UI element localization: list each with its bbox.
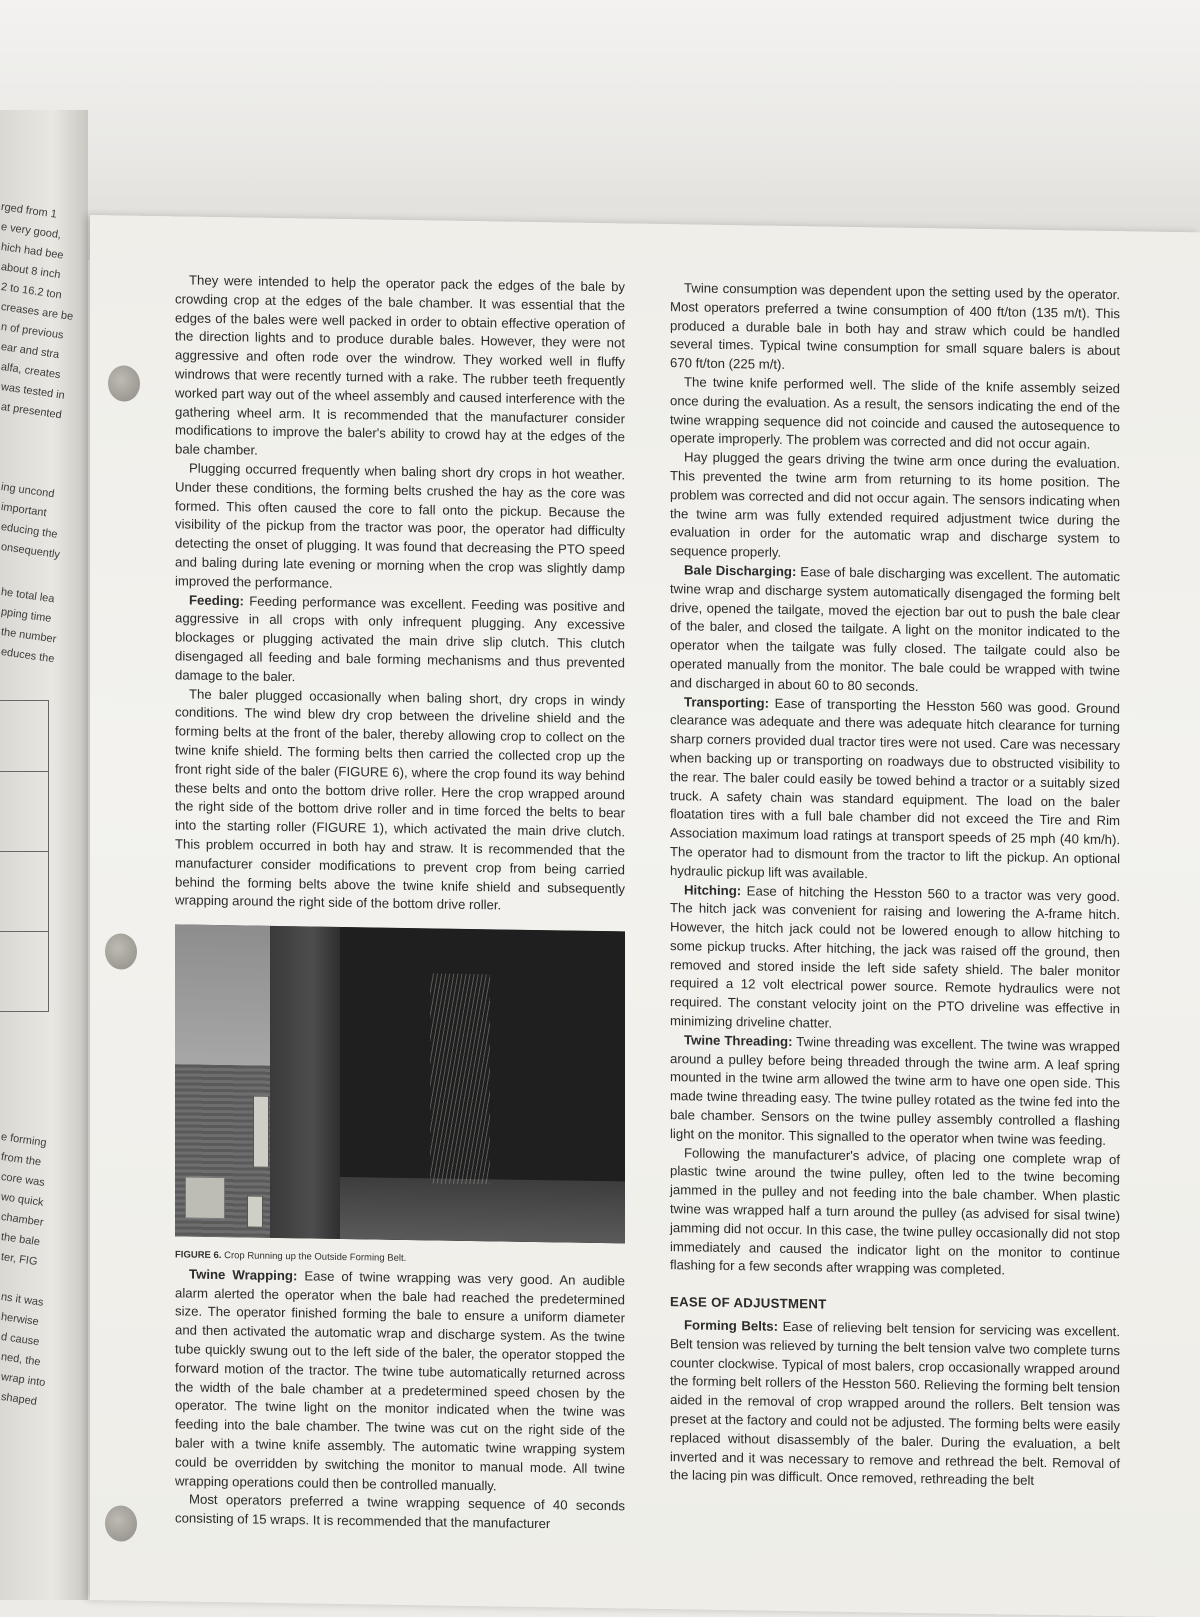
paragraph-text: The baler plugged occasionally when baling short, dry crops in windy conditions. The wind blew dry crop between the driveline shield and the forming belts at the front of the baler, thereby allowing crop to collect on the twine knife shield. The forming belts then carried the collected crop up the front right side of the baler (FIGURE 6), where the crop found its way behind these belts and onto the bottom drive roller. Here the crop wrapped around the right side of the bottom drive roller and in time forced the belts to bear into the starting roller (FIGURE 1), which activated the main drive clutch. This problem occurred in both hay and straw. It is recommended that the manufacturer consider modifications to prevent crop from being carried behind the forming belts above the twine knife shield and subsequently wrapping around the right side of the bottom drive roller. bbox=[175, 686, 625, 913]
right-column-paragraphs bbox=[670, 279, 1120, 1282]
left-page-fragment: important bbox=[0, 500, 48, 520]
left-page-fragment: d cause bbox=[0, 1330, 41, 1349]
left-column bbox=[175, 271, 625, 1535]
document-page bbox=[90, 215, 1200, 1617]
left-page-fragment: wo quick bbox=[0, 1190, 45, 1209]
paragraph-text: Ease of hitching the Hesston 560 to a tractor was very good. The hitch jack was convenient for raising and lowering the A-frame hitch. However, the hitch jack could not be lowered enough to allow hitching to some pickup trucks. After hitching, the jack was raised off the ground, then removed and stored inside the left side safety shield. The baler monitor required a 12 volt electrical power source. Remote hydraulics were not required. The constant velocity joint on the PTO driveline was effective in minimizing driveline chatter. bbox=[670, 882, 1120, 1031]
paragraph bbox=[670, 561, 1120, 700]
paragraph-lead: Twine Threading: bbox=[684, 1032, 793, 1049]
figure-caption-label: FIGURE 6. bbox=[175, 1249, 222, 1262]
left-page-fragment: was tested in bbox=[0, 380, 66, 402]
left-page-fragment: from the bbox=[0, 1150, 42, 1169]
baler-handle bbox=[253, 1096, 269, 1168]
paragraph-lead: Forming Belts: bbox=[684, 1317, 778, 1334]
paragraph-text: They were intended to help the operator pack the edges of the bale by crowding crop at the edges of the bale chamber. It was essential that the edges of the bales were well packed in order to obtain effective operation of the direction lights and to produce durable bales. However, they were not aggressive and often rode over the windrow. They worked well in fluffy windrows that were recently turned with a rake. The rubber teeth frequently worked part way out of the wheel assembly and caused interference with the gathering wheel arm. It is recommended that the manufacturer consider modifications to improve the baler's ability to crowd hay at the edges of the bale chamber. bbox=[175, 272, 625, 458]
paragraph bbox=[670, 1031, 1120, 1151]
paragraph bbox=[175, 685, 625, 918]
left-page-table bbox=[0, 700, 49, 1012]
left-page-fragment: alfa, creates bbox=[0, 360, 62, 382]
paragraph bbox=[175, 591, 625, 692]
baler-latch bbox=[247, 1196, 263, 1228]
paragraph bbox=[670, 1144, 1120, 1283]
paragraph-text: Following the manufacturer's advice, of placing one complete wrap of plastic twine around the twine pulley, often led to the twine becoming jammed in the pulley and not feeding into the bale chamber. When plastic twine was wrapped half a turn around the pulley (as advised for sisal twine) jamming did not occur. In this case, the twine pulley occasionally did not stop immediately and caused the indicator light on the monitor to continue flashing for a few seconds after wrapping was completed. bbox=[670, 1144, 1120, 1278]
left-page-fragment: he total lea bbox=[0, 585, 56, 606]
figure-6-photo bbox=[175, 924, 625, 1243]
binder-hole-top bbox=[108, 365, 140, 402]
paragraph bbox=[670, 279, 1120, 380]
left-column-paragraphs bbox=[175, 271, 625, 917]
paragraph-text: Hay plugged the gears driving the twine arm once during the evaluation. This prevented the twine arm from returning to its home position. The problem was corrected and did not occur again. The sensors indicating when the twine arm was fully extended required adjustment twice during the evaluation in order for the automatic wrap and discharge system to sequence properly. bbox=[670, 449, 1120, 561]
left-page-fragment: educes the bbox=[0, 645, 56, 666]
left-page-fragment: ing uncond bbox=[0, 480, 56, 501]
left-page-fragment: e forming bbox=[0, 1130, 48, 1150]
right-column-after-heading bbox=[670, 1316, 1120, 1492]
paragraph bbox=[175, 1491, 625, 1536]
paragraph-text: Most operators preferred a twine wrapping sequence of 40 seconds consisting of 15 wraps. It is recommended that the manufacturer bbox=[175, 1492, 625, 1532]
crop-strands bbox=[430, 973, 490, 1184]
section-heading: EASE OF ADJUSTMENT bbox=[670, 1294, 827, 1312]
left-page-fragment: ter, FIG bbox=[0, 1250, 39, 1268]
left-page-fragment: chamber bbox=[0, 1210, 45, 1229]
paragraph-text: The twine knife performed well. The slide of the knife assembly seized once during the evaluation. As a result, the sensors indicating the end of the twine wrapping sequence did not coincide and caused the autosequence to operate improperly. The problem was corrected and did not occur again. bbox=[670, 374, 1120, 453]
paragraph bbox=[670, 448, 1120, 568]
left-page-fragment: 2 to 16.2 ton bbox=[0, 280, 63, 302]
paragraph bbox=[175, 271, 625, 466]
paragraph-text: Ease of bale discharging was excellent. The automatic twine wrap and discharge system automatically disengaged the forming belt drive, opened the tailgate, moved the ejection bar out to push the bale clear of the baler, and closed the tailgate. A light on the monitor indicated to the operator when the tailgate was fully closed. The tailgate could also be operated manually from the monitor. The bale could be wrapped with twine and discharged in about 60 to 80 seconds. bbox=[670, 564, 1120, 694]
left-page-fragment: shaped bbox=[0, 1390, 38, 1408]
left-page-fragment: hich had bee bbox=[0, 240, 65, 262]
binder-hole-middle bbox=[105, 933, 137, 970]
left-page-fragment: ns it was bbox=[0, 1290, 45, 1309]
left-facing-page bbox=[0, 110, 88, 1600]
paragraph-lead: Transporting: bbox=[684, 693, 769, 711]
left-page-fragment: the number bbox=[0, 625, 57, 646]
left-page-fragment: wrap into bbox=[0, 1370, 47, 1390]
paragraph bbox=[175, 1265, 625, 1498]
left-page-fragment: ear and stra bbox=[0, 340, 60, 362]
paragraph-text: Ease of twine wrapping was very good. An audible alarm alerted the operator when the bale had reached the predetermined size. The operator finished forming the bale to ensure a uniform diameter and then activated the automatic wrap and discharge system. As the twine tube quickly swung out to the left side of the baler, the operator stopped the forward motion of the tractor. The twine tube automatically returned across the width of the bale chamber at a predetermined speed chosen by the operator. The twine light on the monitor indicated when the twine was feeding into the bale chamber. The twine was cut on the right side of the baler with a twine knife assembly. The automatic twine wrapping system could be overridden by switching the monitor to manual mode. All twine wrapping operations could then be controlled manually. bbox=[175, 1268, 625, 1494]
left-page-fragment: core was bbox=[0, 1170, 46, 1190]
left-page-fragment: at presented bbox=[0, 400, 63, 422]
left-page-fragment: rged from 1 bbox=[0, 200, 58, 221]
left-page-fragment: e very good, bbox=[0, 220, 62, 242]
paragraph-text: Feeding performance was excellent. Feeding was positive and aggressive in all crops with only infrequent plugging. Any excessive blockages or plugging activated the main drive slip clutch. This clutch disengaged all feeding and bale forming mechanisms and thus prevented damage to the baler. bbox=[175, 592, 625, 684]
paragraph-text: Ease of transporting the Hesston 560 was good. Ground clearance was adequate and there was adequate hitch clearance for turning sharp corners provided dual tractor tires were not used. Care was necessary when backing up or transporting on roadways due to obstructed visibility to the rear. The baler could easily be towed behind a tractor or a suitably sized truck. A safety chain was standard equipment. The load on the baler floatation tires with a full bale chamber did not exceed the Tire and Rim Association maximum load ratings at transport speeds of 25 mph (40 km/h). The operator had to dismount from the tractor to lift the pickup. An optional hydraulic pickup lift was available. bbox=[670, 695, 1120, 881]
figure-caption-text: Crop Running up the Outside Forming Belt. bbox=[224, 1250, 407, 1265]
left-column-after-figure bbox=[175, 1265, 625, 1535]
left-page-fragment: educing the bbox=[0, 520, 59, 541]
paragraph-text: Twine consumption was dependent upon the setting used by the operator. Most operators preferred a twine consumption of 400 ft/ton (135 m/t). This produced a durable bale in both hay and straw which could be handled several times. Typical twine consumption for small square balers is about 670 ft/ton (225 m/t). bbox=[670, 280, 1120, 373]
paragraph-text: Twine threading was excellent. The twine was wrapped around a pulley before being threaded through the twine arm. A leaf spring mounted in the twine arm allowed the twine arm to have one open side. This made twine threading easy. The twine pulley rotated as the twine fed into the bale chamber. Sensors on the twine pulley assembly controlled a flashing light on the monitor. This signalled to the operator when twine was feeding. bbox=[670, 1033, 1120, 1148]
binder-hole-bottom bbox=[105, 1505, 137, 1542]
baler-side-panel bbox=[270, 926, 340, 1239]
paragraph bbox=[175, 459, 625, 598]
left-page-fragment: n of previous bbox=[0, 320, 65, 342]
paragraph bbox=[670, 373, 1120, 455]
left-page-fragment: onsequently bbox=[0, 540, 61, 562]
right-column bbox=[670, 279, 1120, 1492]
paragraph-text: Plugging occurred frequently when baling short dry crops in hot weather. Under these conditions, the forming belts crushed the hay as the core was formed. This often caused the core to fall onto the pickup. Because the visibility of the pickup from the tractor was poor, the operator had difficulty detecting the onset of plugging. It was found that decreasing the PTO speed and baling during late evening or morning when the crop was slightly damp improved the performance. bbox=[175, 460, 625, 591]
paragraph-text: Ease of relieving belt tension for servicing was excellent. Belt tension was relieved by turning the belt tension valve two complete turns counter clockwise. Typical of most balers, crop occasionally wrapped around the forming belt rollers of the Hesston 560. Relieving the forming belt tension aided in the removal of crop wrapped around the rollers. Belt tension was preset at the factory and could not be adjusted. The forming belts were easily replaced without disassembly of the baler. During the evaluation, a belt inverted and it was necessary to remove and rethread the belt. Removal of the lacing pin was difficult. Once removed, rethreading the belt bbox=[670, 1318, 1120, 1489]
paragraph-lead: Twine Wrapping: bbox=[189, 1266, 298, 1284]
left-page-fragment: the bale bbox=[0, 1230, 41, 1249]
left-page-fragment: herwise bbox=[0, 1310, 40, 1329]
paragraph bbox=[670, 1316, 1120, 1492]
baler-decal bbox=[185, 1177, 225, 1220]
left-page-fragment: pping time bbox=[0, 605, 53, 625]
paragraph bbox=[670, 693, 1120, 888]
paragraph bbox=[670, 881, 1120, 1038]
paragraph-lead: Bale Discharging: bbox=[684, 562, 797, 580]
left-page-fragment: creases are be bbox=[0, 300, 74, 324]
left-page-fragment: ned, the bbox=[0, 1350, 42, 1369]
left-page-fragment: about 8 inch bbox=[0, 260, 62, 282]
paragraph-lead: Hitching: bbox=[684, 881, 742, 898]
paragraph-lead: Feeding: bbox=[189, 592, 244, 608]
